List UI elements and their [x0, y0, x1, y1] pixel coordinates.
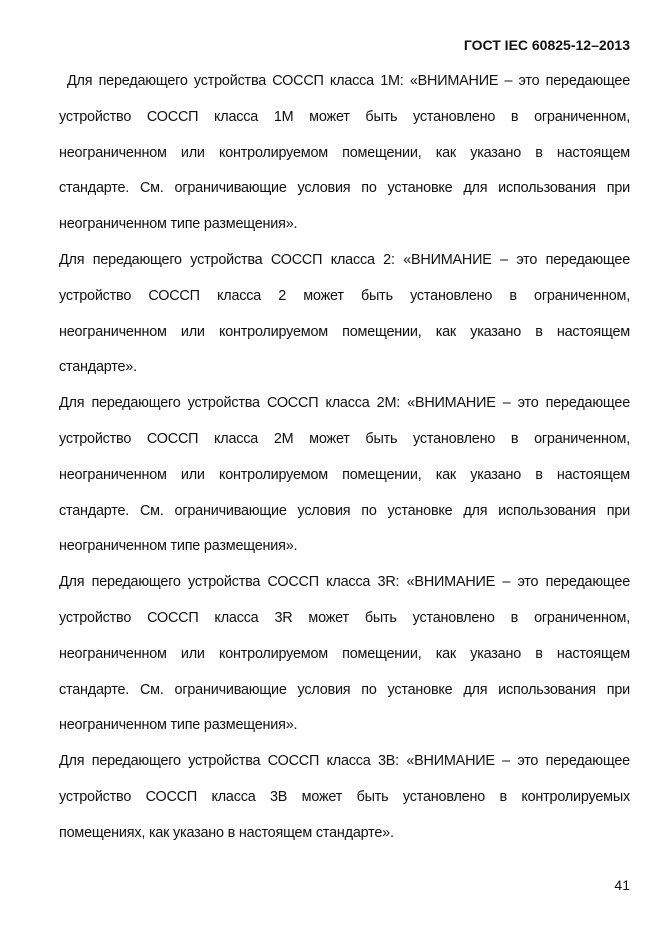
- paragraph-class-2m-warning: Для передающего устройства СОССП класса 2M: «ВНИМАНИЕ – это передающее устройство СОССП класса 2М может быть установлено в ограниченном, неограниченном или контролируемом помещении, как указано в настоящем стандарте. См. ограничивающие условия по установке для использования при неограниченном типе размещения».: [59, 395, 630, 555]
- document-code-header: ГОСТ IEC 60825-12–2013: [463, 37, 630, 53]
- paragraph-class-3r-warning: Для передающего устройства СОССП класса 3R: «ВНИМАНИЕ – это передающее устройство СОССП класса 3R может быть установлено в ограниченном, неограниченном или контролируемом помещении, как указано в настоящем стандарте. См. ограничивающие условия по установке для использования при неограниченном типе размещения».: [59, 574, 630, 734]
- paragraph-class-2-warning: Для передающего устройства СОССП класса 2: «ВНИМАНИЕ – это передающее устройство СОССП класса 2 может быть установлено в ограниченном, неограниченном или контролируемом помещении, как указано в настоящем стандарте».: [59, 251, 630, 376]
- page-number: 41: [614, 877, 630, 893]
- paragraph-class-1m-warning: Для передающего устройства СОССП класса 1M: «ВНИМАНИЕ – это передающее устройство СОССП класса 1М может быть установлено в ограниченном, неограниченном или контролируемом помещении, как указано в настоящем стандарте. См. ограничивающие условия по установке для использования при неограниченном типе размещения».: [59, 73, 630, 233]
- document-body: [59, 64, 630, 852]
- paragraph-class-3b-warning: Для передающего устройства СОССП класса 3B: «ВНИМАНИЕ – это передающее устройство СОССП класса 3В может быть установлено в контролируемых помещениях, как указано в настоящем стандарте».: [59, 753, 630, 841]
